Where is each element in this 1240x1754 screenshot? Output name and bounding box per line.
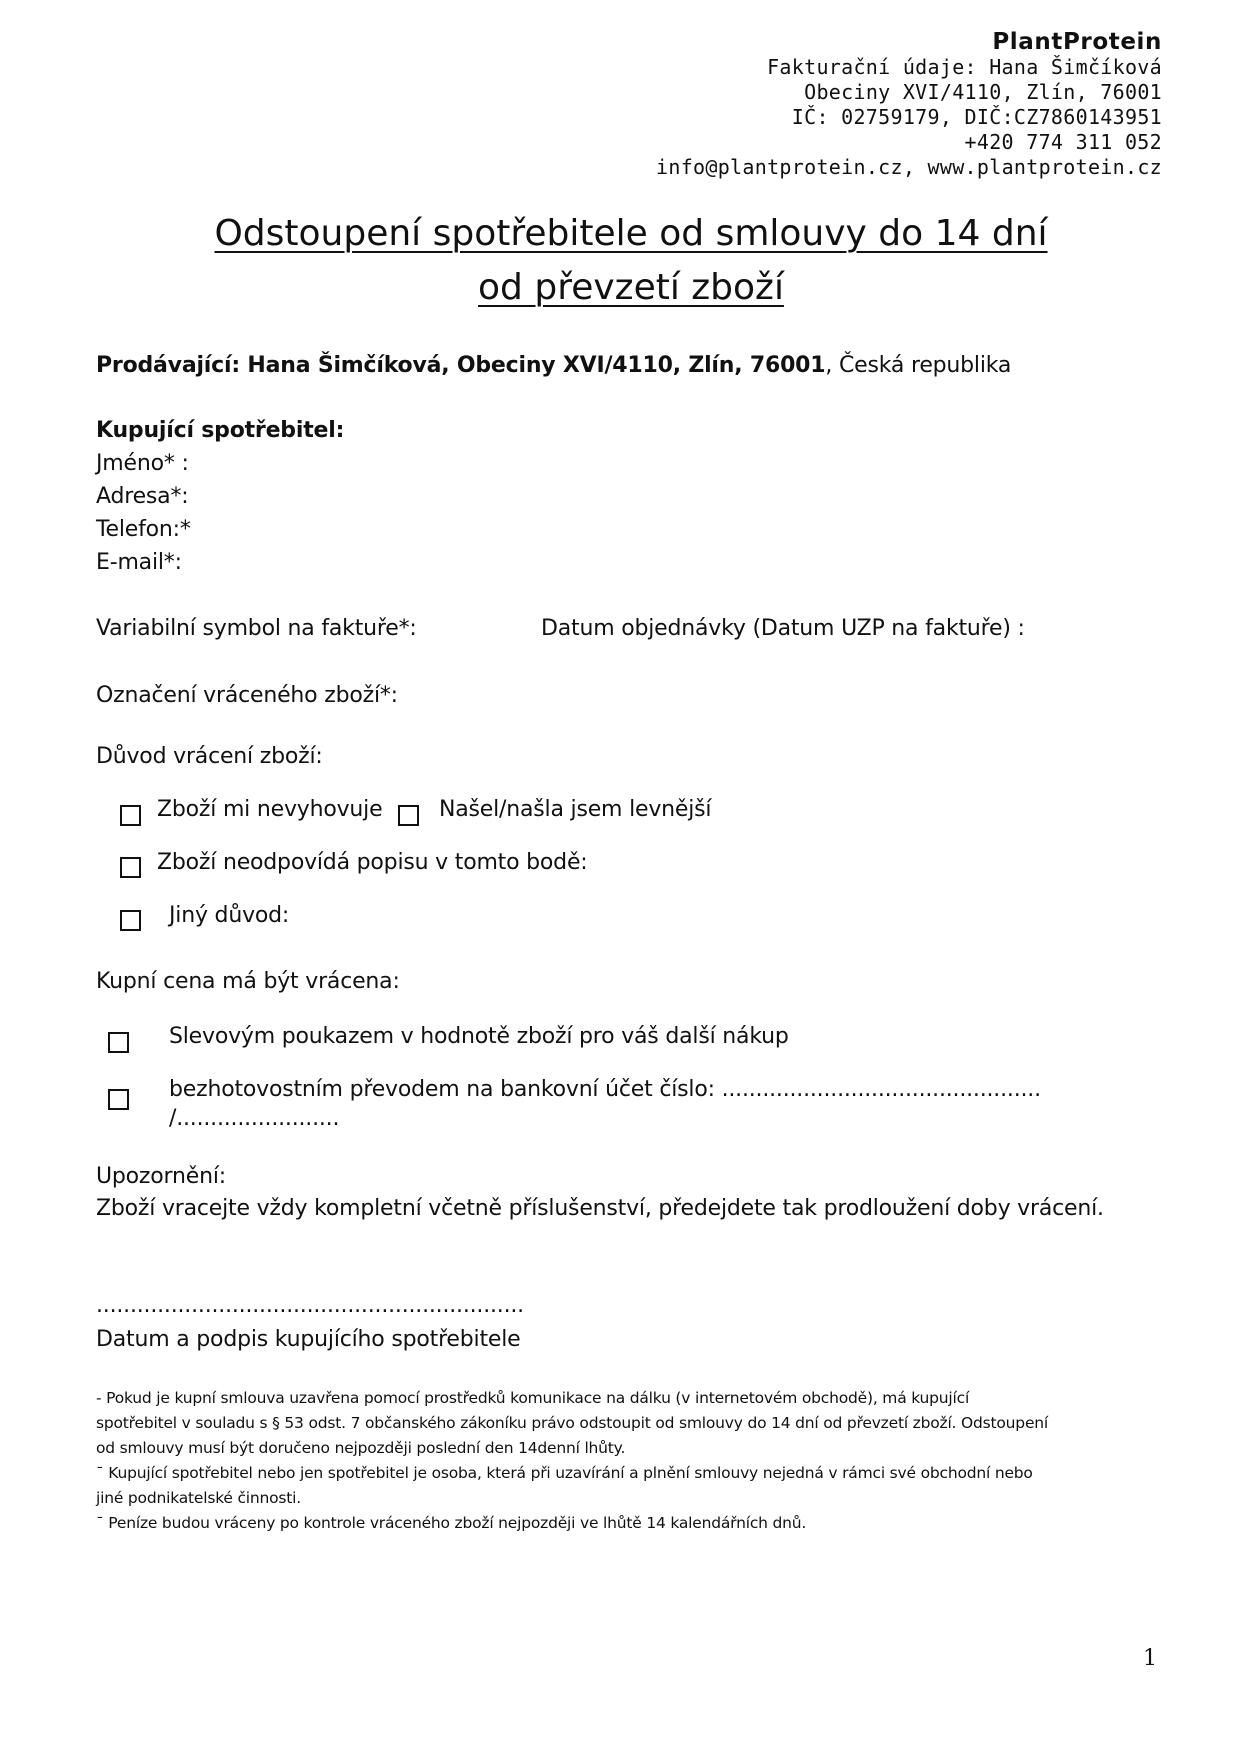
bank-code-dots: /........................	[169, 1106, 340, 1131]
footnote-line-1: - Pokud je kupní smlouva uzavřena pomocí prostředků komunikace na dálku (v internetovém obchodě), má kupující	[96, 1389, 970, 1407]
reason-not-suitable-checkbox[interactable]	[120, 805, 141, 826]
footnotes	[96, 1386, 1048, 1536]
seller-country: , Česká republika	[825, 353, 1012, 378]
notice-text: Zboží vracejte vždy kompletní včetně příslušenství, předejdete tak prodloužení doby vrácení.	[96, 1196, 1104, 1221]
buyer-address-label: Adresa*:	[96, 484, 189, 509]
refund-voucher-checkbox[interactable]	[108, 1032, 129, 1053]
buyer-email-label: E-mail*:	[96, 550, 182, 575]
refund-voucher-label: Slevovým poukazem v hodnotě zboží pro váš další nákup	[169, 1024, 789, 1049]
reason-cheaper-checkbox[interactable]	[398, 805, 419, 826]
footnote-line-6: ¯ Peníze budou vráceny po kontrole vráceného zboží nejpozději ve lhůtě 14 kalendářních dnů.	[96, 1514, 807, 1532]
seller-phone: +420 774 311 052	[964, 130, 1162, 154]
footnote-line-2: spotřebitel v souladu s § 53 odst. 7 občanského zákoníku právo odstoupit od smlouvy do 14 dní od převzetí zboží. Odstoupení	[96, 1414, 1049, 1432]
title-line-2: od převzetí zboží	[478, 267, 784, 308]
buyer-phone-label: Telefon:*	[96, 517, 191, 542]
seller-contact: info@plantprotein.cz, www.plantprotein.cz	[656, 155, 1162, 179]
billing-info: Fakturační údaje: Hana Šimčíková	[767, 55, 1162, 79]
reason-other-label: Jiný důvod:	[169, 903, 290, 928]
refund-transfer-label: bezhotovostním převodem na bankovní účet číslo: ...............................................	[169, 1077, 1041, 1102]
footnote-line-4: ¯ Kupující spotřebitel nebo jen spotřebitel je osoba, která při uzavírání a plnění smlouvy nejedná v rámci své obchodní nebo	[96, 1464, 1033, 1482]
seller-address: Obeciny XVI/4110, Zlín, 76001	[804, 80, 1162, 104]
signature-label: Datum a podpis kupujícího spotřebitele	[96, 1327, 521, 1352]
refund-transfer-checkbox[interactable]	[108, 1089, 129, 1110]
seller-header	[656, 30, 1162, 180]
reason-not-as-described-checkbox[interactable]	[120, 857, 141, 878]
notice-heading: Upozornění:	[96, 1164, 226, 1189]
buyer-heading: Kupující spotřebitel:	[96, 418, 345, 443]
seller-line	[96, 353, 1011, 378]
footnote-line-3: od smlouvy musí být doručeno nejpozději poslední den 14denní lhůty.	[96, 1439, 626, 1457]
buyer-name-label: Jméno* :	[96, 451, 189, 476]
footnote-line-5: jiné podnikatelské činnosti.	[96, 1489, 302, 1507]
company-name: PlantProtein	[992, 29, 1162, 55]
reason-other-checkbox[interactable]	[120, 910, 141, 931]
page-number: 1	[1143, 1646, 1157, 1671]
seller-ids: IČ: 02759179, DIČ:CZ7860143951	[791, 105, 1162, 129]
document-title	[0, 207, 1240, 315]
returned-goods-label: Označení vráceného zboží*:	[96, 683, 398, 708]
return-reason-heading: Důvod vrácení zboží:	[96, 744, 323, 769]
variable-symbol-label: Variabilní symbol na faktuře*:	[96, 616, 417, 641]
signature-line: ...............................................................	[96, 1293, 524, 1318]
reason-not-as-described-label: Zboží neodpovídá popisu v tomto bodě:	[157, 850, 588, 875]
title-line-1: Odstoupení spotřebitele od smlouvy do 14 dní	[214, 213, 1048, 254]
reason-not-suitable-label: Zboží mi nevyhovuje	[157, 797, 383, 822]
order-date-label: Datum objednávky (Datum UZP na faktuře) :	[541, 616, 1025, 641]
seller-label: Prodávající: Hana Šimčíková, Obeciny XVI/4110, Zlín, 76001	[96, 353, 826, 378]
refund-heading: Kupní cena má být vrácena:	[96, 969, 400, 994]
reason-cheaper-label: Našel/našla jsem levnější	[439, 797, 712, 822]
